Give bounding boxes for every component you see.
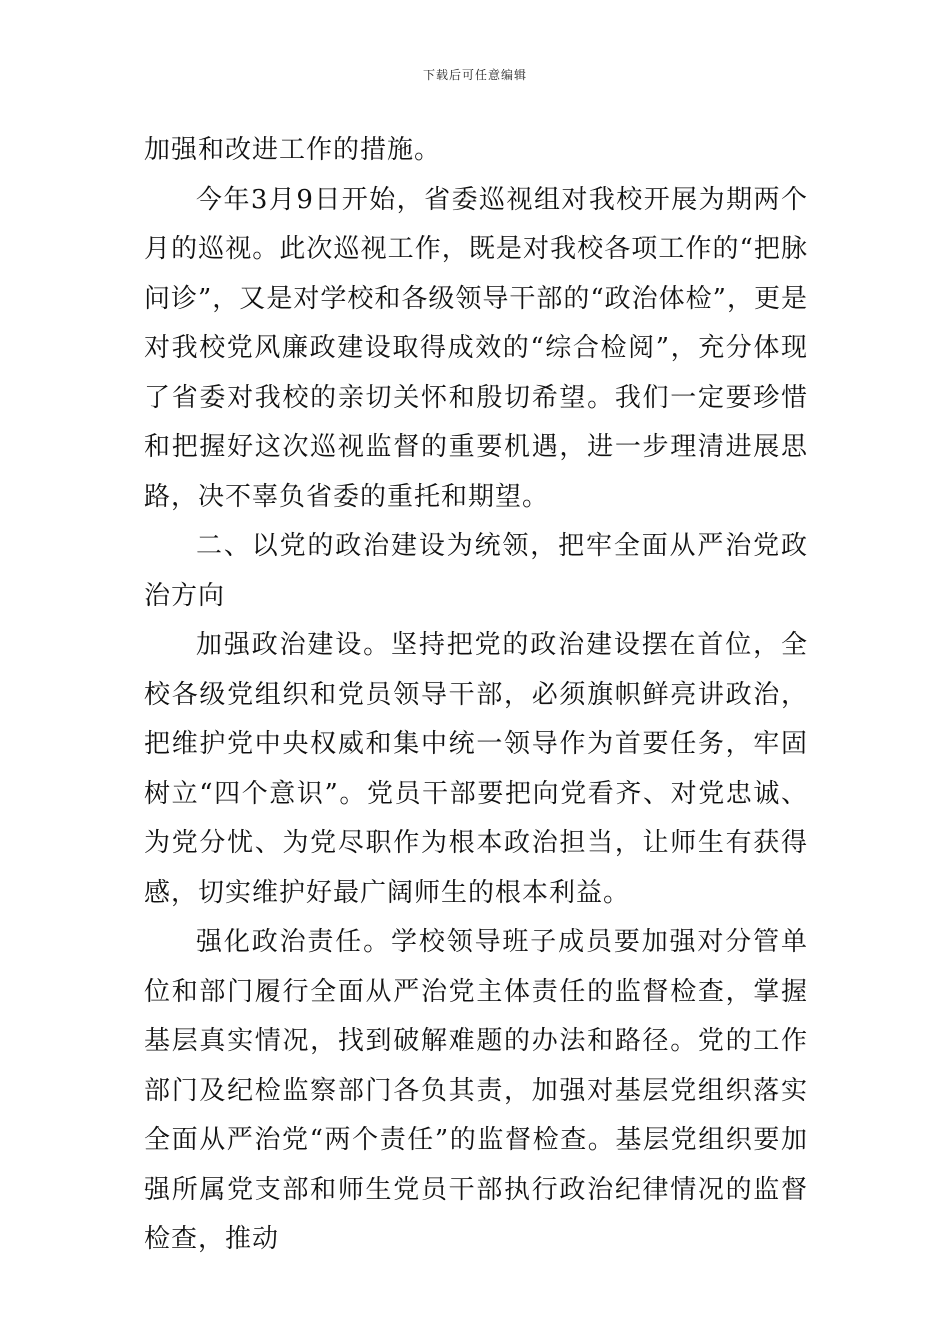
- paragraph-inspection: 今年3月9日开始，省委巡视组对我校开展为期两个月的巡视。此次巡视工作，既是对我校各项工作的“把脉问诊”，又是对学校和各级领导干部的“政治体检”，更是对我校党风廉政建设取得成效的“综合检阅”，充分体现了省委对我校的亲切关怀和殷切希望。我们一定要珍惜和把握好这次巡视监督的重要机遇，进一步理清进展思路，决不辜负省委的重托和期望。: [144, 184, 808, 512]
- paragraph-political-construction: 加强政治建设。坚持把党的政治建设摆在首位，全校各级党组织和党员领导干部，必须旗帜鲜亮讲政治，把维护党中央权威和集中统一领导作为首要任务，牢固树立“四个意识”。党员干部要把向党看齐、对党忠诚、为党分忧、为党尽职作为根本政治担当，让师生有获得感，切实维护好最广阔师生的根本利益。: [144, 630, 808, 908]
- paragraph-continuation: 加强和改进工作的措施。: [144, 135, 442, 165]
- section-heading: 二、以党的政治建设为统领，把牢全面从严治党政治方向: [144, 531, 808, 611]
- paragraph-political-responsibility: 强化政治责任。学校领导班子成员要加强对分管单位和部门履行全面从严治党主体责任的监督检查，掌握基层真实情况，找到破解难题的办法和路径。党的工作部门及纪检监察部门各负其责，加强对基层党组织落实全面从严治党“两个责任”的监督检查。基层党组织要加强所属党支部和师生党员干部执行政治纪律情况的监督检查，推动: [144, 927, 808, 1254]
- page-header: 下载后可任意编辑: [422, 68, 527, 82]
- document-body: [144, 126, 808, 1265]
